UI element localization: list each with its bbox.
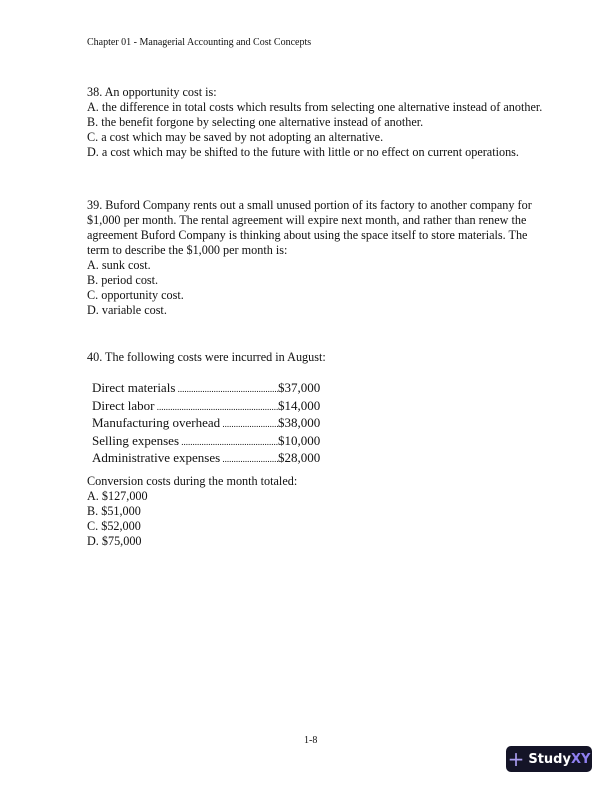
cost-label: Selling expenses ..... <box>92 433 278 451</box>
option: B. $51,000 <box>87 504 141 518</box>
cost-row <box>92 398 338 416</box>
question-39 <box>87 198 537 318</box>
option: A. sunk cost. <box>87 258 151 272</box>
question-40 <box>87 474 537 549</box>
question-38 <box>87 85 543 160</box>
cost-label: Direct materials ..... <box>92 380 278 398</box>
option: D. a cost which may be shifted to the future with little or no effect on current operations. <box>87 145 519 159</box>
cost-amount: $28,000 <box>278 450 321 465</box>
question-stem: term to describe the $1,000 per month is: <box>87 243 288 257</box>
cost-amount: $14,000 <box>278 397 321 413</box>
badge-text: Study <box>528 751 571 767</box>
chapter-header: Chapter 01 - Managerial Accounting and Cost Concepts <box>87 37 312 48</box>
question-stem: $1,000 per month. The rental agreement will expire next month, and rather than renew the <box>87 213 527 227</box>
cost-row <box>92 433 338 451</box>
option: B. the benefit forgone by selecting one alternative instead of another. <box>87 115 424 129</box>
page-number: 1-8 <box>304 735 318 746</box>
option: C. a cost which may be saved by not adopting an alternative. <box>87 130 384 144</box>
option: B. period cost. <box>87 273 159 287</box>
cost-row <box>92 415 338 433</box>
question-stem: agreement Buford Company is thinking about using the space itself to store materials. The <box>87 228 528 242</box>
cost-amount: $38,000 <box>278 415 321 430</box>
question-stem: 39. Buford Company rents out a small unused portion of its factory to another company for <box>87 198 532 212</box>
option: C. $52,000 <box>87 519 141 533</box>
studyxy-badge[interactable] <box>506 746 592 772</box>
cost-label: Manufacturing overhead ..... <box>92 415 278 433</box>
cost-label: Administrative expenses ..... <box>92 450 278 468</box>
question-text: Conversion costs during the month totaled: <box>87 474 298 488</box>
cost-label: Direct labor ..... <box>92 398 278 416</box>
cost-amount: $37,000 <box>278 380 321 395</box>
cost-amount: $10,000 <box>278 432 321 448</box>
option: C. opportunity cost. <box>87 288 184 302</box>
cost-row <box>92 380 338 398</box>
badge-text-accent: XY <box>570 751 591 767</box>
option: D. $75,000 <box>87 534 142 548</box>
plus-icon: + <box>507 747 525 771</box>
option: A. the difference in total costs which results from selecting one alternative instead of another. <box>87 100 543 114</box>
question-40-stem: 40. The following costs were incurred in August: <box>87 350 326 364</box>
option: A. $127,000 <box>87 489 148 503</box>
option: D. variable cost. <box>87 303 167 317</box>
cost-row <box>92 450 338 468</box>
question-stem: 38. An opportunity cost is: <box>87 85 217 99</box>
cost-table <box>92 380 338 468</box>
